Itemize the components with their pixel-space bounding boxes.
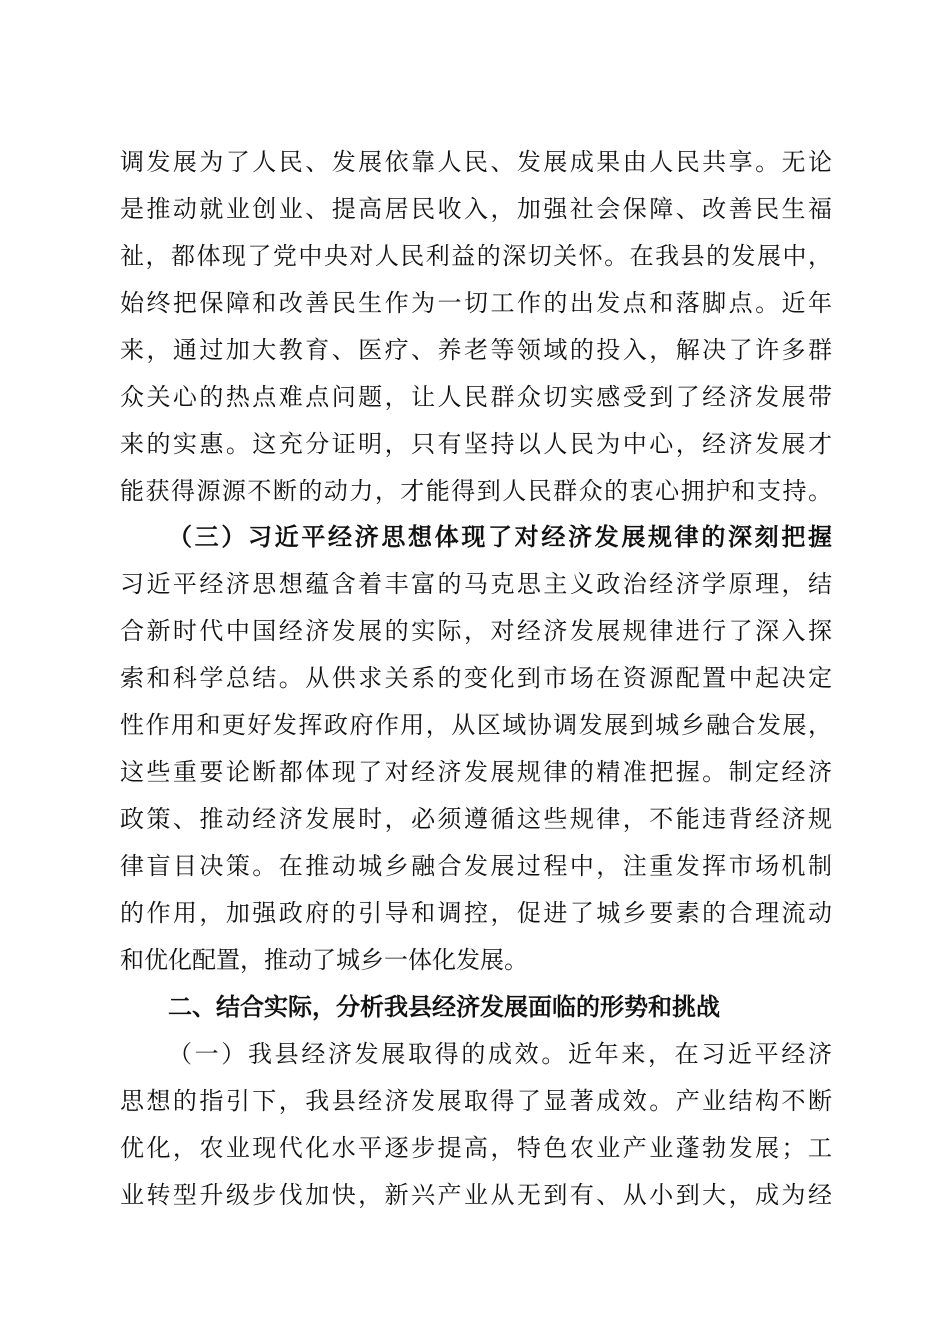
paragraph-line: 合新时代中国经济发展的实际，对经济发展规律进行了深入探 [120, 617, 832, 645]
section-heading: （三）习近平经济思想体现了对经济发展规律的深刻把握 [168, 523, 832, 551]
paragraph-line: 优化，农业现代化水平逐步提高，特色农业产业蓬勃发展；工 [120, 1134, 832, 1162]
paragraph-line: 性作用和更好发挥政府作用，从区域协调发展到城乡融合发展， [120, 711, 832, 739]
paragraph-line: 索和科学总结。从供求关系的变化到市场在资源配置中起决定 [120, 664, 832, 692]
paragraph-line: 思想的指引下，我县经济发展取得了显著成效。产业结构不断 [120, 1087, 832, 1115]
paragraph-line: 众关心的热点难点问题，让人民群众切实感受到了经济发展带 [120, 383, 832, 411]
paragraph-line: 始终把保障和改善民生作为一切工作的出发点和落脚点。近年 [120, 289, 832, 317]
paragraph-line: 的作用，加强政府的引导和调控，促进了城乡要素的合理流动 [120, 899, 832, 927]
chapter-heading: 二、结合实际，分析我县经济发展面临的形势和挑战 [168, 993, 720, 1021]
paragraph-line: 来，通过加大教育、医疗、养老等领域的投入，解决了许多群 [120, 336, 832, 364]
paragraph-line: （一）我县经济发展取得的成效。近年来，在习近平经济 [168, 1040, 832, 1068]
paragraph-line: 这些重要论断都体现了对经济发展规律的精准把握。制定经济 [120, 758, 832, 786]
paragraph-line: 能获得源源不断的动力，才能得到人民群众的衷心拥护和支持。 [120, 477, 832, 505]
paragraph-line: 是推动就业创业、提高居民收入，加强社会保障、改善民生福 [120, 195, 832, 223]
paragraph-line: 调发展为了人民、发展依靠人民、发展成果由人民共享。无论 [120, 148, 832, 176]
paragraph-line: 和优化配置，推动了城乡一体化发展。 [120, 946, 528, 974]
paragraph-line: 律盲目决策。在推动城乡融合发展过程中，注重发挥市场机制 [120, 852, 832, 880]
paragraph-line: 政策、推动经济发展时，必须遵循这些规律，不能违背经济规 [120, 805, 832, 833]
paragraph-line: 业转型升级步伐加快，新兴产业从无到有、从小到大，成为经 [120, 1181, 832, 1209]
paragraph-line: 习近平经济思想蕴含着丰富的马克思主义政治经济学原理，结 [120, 570, 832, 598]
paragraph-line: 来的实惠。这充分证明，只有坚持以人民为中心，经济发展才 [120, 430, 832, 458]
paragraph-line: 祉，都体现了党中央对人民利益的深切关怀。在我县的发展中， [120, 242, 832, 270]
